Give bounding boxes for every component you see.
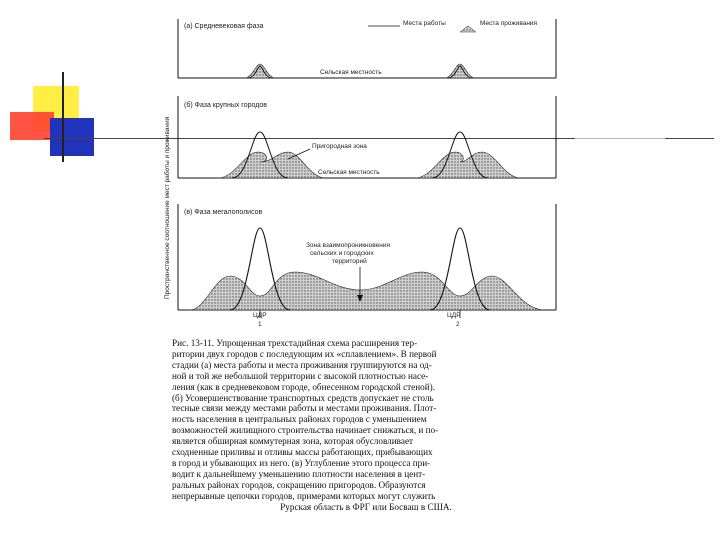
panel-b-living-2 <box>415 152 520 178</box>
y-axis-label: Пространственное соотношение мест работы и проживания <box>164 116 171 299</box>
caption-line: ральных районах городов, сокращению пригородов. Образуются <box>172 479 426 490</box>
caption-line: Рурская область в ФРГ или Босваш в США. <box>280 501 452 512</box>
figure-diagram <box>160 14 560 334</box>
panel-b-label-suburban: Пригородная зона <box>312 143 367 150</box>
caption-line: тесные связи между местами работы и местами проживания. Плот- <box>172 403 437 414</box>
caption-line: Рис. 13-11. Упрощенная трехстадийная схема расширения тер- <box>172 338 418 348</box>
caption-line: в город и убывающих из него. (в) Углубление этого процесса при- <box>172 457 431 468</box>
panel-c-label-3: территорий <box>332 258 367 265</box>
caption-line: возможностей жилищного строительства начинает снижаться, и по- <box>172 425 439 436</box>
cdr-2-label: ЦДР <box>447 312 461 319</box>
decor-vertical-rule <box>62 72 64 162</box>
panel-a-label-rural: Сельская местность <box>320 69 382 76</box>
panel-a-title: (а) Средневековая фаза <box>184 23 264 30</box>
legend-living-label: Места проживания <box>480 20 538 27</box>
cdr-1-num: 1 <box>258 321 262 328</box>
caption-line: стадии (а) места работы и места проживания группируются на од- <box>172 359 432 370</box>
cdr-1-label: ЦДР <box>253 312 267 319</box>
panel-a <box>178 19 556 78</box>
decor-horizontal-rule-faint <box>575 138 665 139</box>
panel-b-label-rural: Сельская местность <box>318 169 380 176</box>
legend <box>368 19 538 32</box>
decor-red-square <box>10 112 54 140</box>
caption-line: ления (как в средневековом городе, обнесенном городской стеной). <box>172 381 436 392</box>
panel-c-label-2: сельских и городских <box>310 250 374 257</box>
legend-living-swatch <box>460 26 476 32</box>
panel-c-label-1: Зона взаимопроникновения <box>306 242 390 249</box>
caption-line: ной и той же небольшой территории с высокой плотностью насе- <box>172 370 429 381</box>
caption-line: сходненные приливы и отливы массы работающих, прибывающих <box>172 447 433 458</box>
caption-line: является обширная коммутерная зона, которая обусловливает <box>172 436 414 447</box>
caption-line: водит к дальнейшему уменьшению плотности населения в цент- <box>172 468 426 479</box>
panel-c <box>178 204 556 328</box>
panel-c-title: (в) Фаза мегалополисов <box>184 209 263 216</box>
caption-line: ритории двух городов с последующим их «сплавлением». В первой <box>172 348 437 359</box>
panel-b-title: (б) Фаза крупных городов <box>184 102 267 109</box>
decor-blue-square <box>50 118 94 156</box>
figure-caption <box>172 338 560 513</box>
caption-line: ность населения в центральных районах городов с уменьшением <box>172 414 427 425</box>
panel-b <box>178 96 556 178</box>
caption-line: непрерывные цепочки городов, примерами которых могут служить <box>172 490 436 501</box>
caption-line: (б) Усовершенствование транспортных средств допускает не столь <box>172 392 434 403</box>
legend-work-label: Места работы <box>403 20 446 27</box>
cdr-2-num: 2 <box>456 321 460 328</box>
